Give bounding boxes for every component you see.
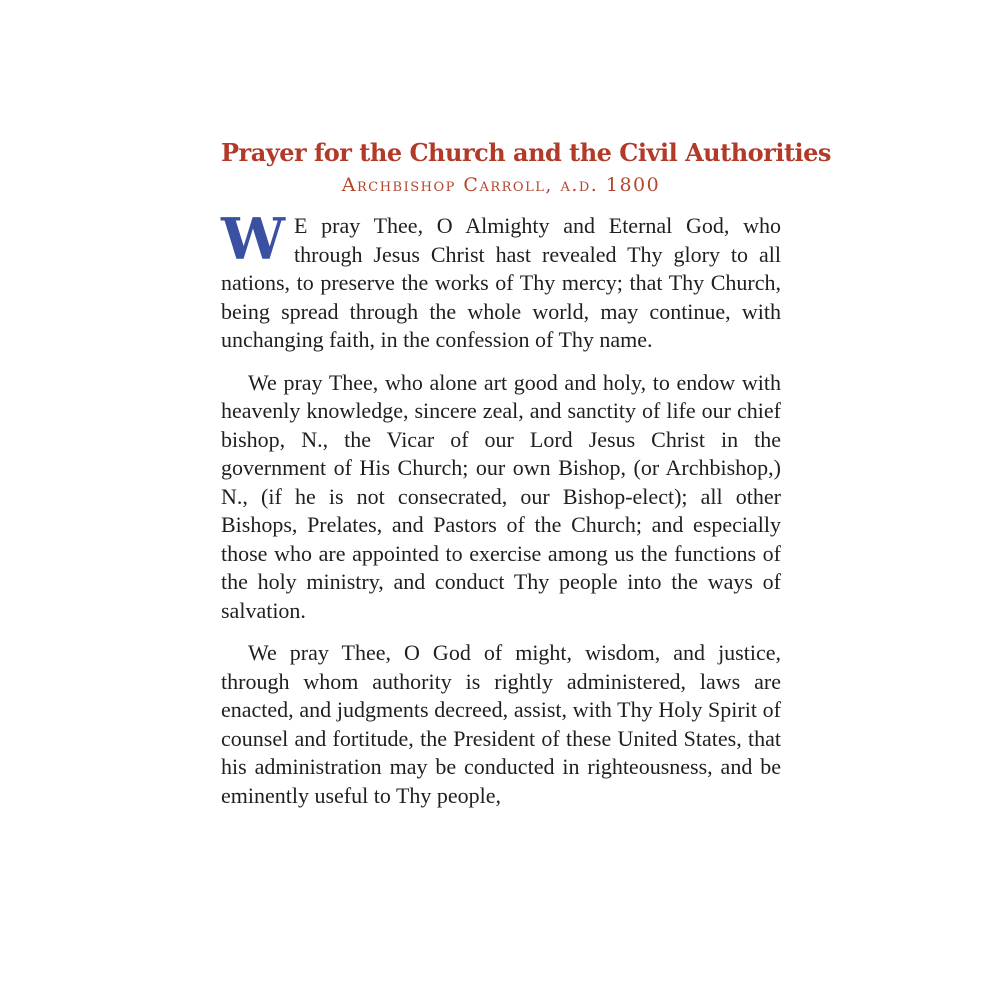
prayer-paragraph: We pray Thee, who alone art good and holy, to endow with heavenly knowledge, sincere zeal, and sanctity of life our chief bishop, N., the Vicar of our Lord Jesus Christ in the government of His Church; our own Bishop, (or Archbishop,) N., (if he is not consecrated, our Bishop-elect); all other Bishops, Prelates, and Pastors of the Church; and especially those who are appointed to exercise among us the functions of the holy ministry, and conduct Thy people into the ways of salvation. — [221, 369, 781, 623]
page-subtitle: Archbishop Carroll, a.d. 1800 — [341, 174, 661, 196]
drop-cap-w: W — [221, 206, 286, 273]
prayer-paragraph — [221, 206, 781, 355]
prayer-paragraph: We pray Thee, O God of might, wisdom, and justice, through whom authority is rightly administered, laws are enacted, and judgments decreed, assist, with Thy Holy Spirit of counsel and fortitude, the President of these United States, that his administration may be conducted in righteousness, and be eminently useful to Thy people, — [221, 640, 781, 808]
paragraph-text: E pray Thee, O Almighty and Eternal God, who through Jesus Christ hast revealed Thy glory to all nations, to preserve the works of Thy mercy; that Thy Church, being spread through the whole world, may continue, with unchanging faith, in the confession of Thy name. — [221, 213, 781, 352]
prayer-content — [221, 138, 831, 810]
page-title: Prayer for the Church and the Civil Authorities — [221, 138, 831, 167]
prayer-body — [221, 206, 781, 810]
